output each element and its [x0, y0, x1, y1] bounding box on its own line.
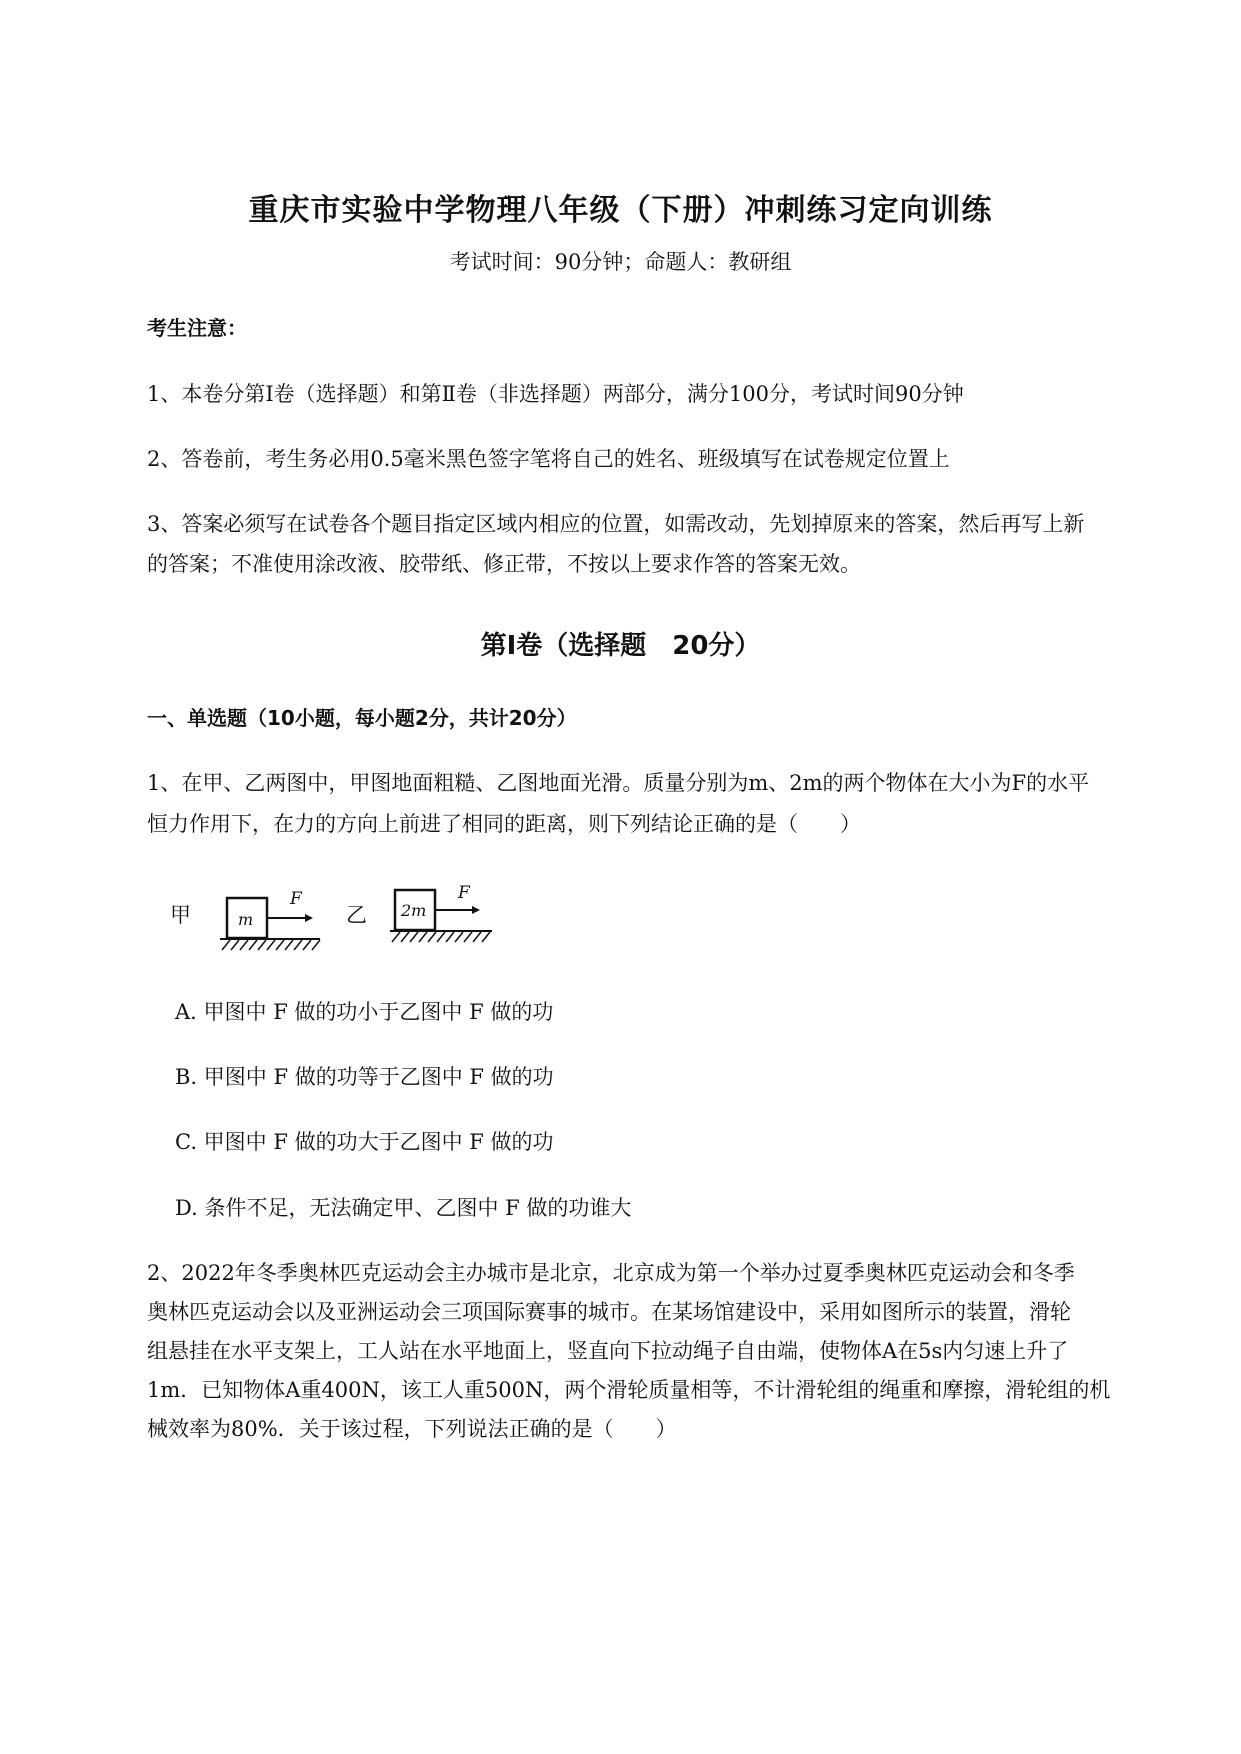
force-label-a: F [290, 889, 302, 909]
notice-item: 的答案；不准使用涂改液、胶带纸、修正带，不按以上要求作答的答案无效。 [147, 552, 861, 576]
question-2-line: 械效率为80%．关于该过程，下列说法正确的是（ ） [147, 1417, 677, 1441]
question-2-line: 奥林匹克运动会以及亚洲运动会三项国际赛事的城市。在某场馆建设中，采用如图所示的装置，滑轮 [147, 1300, 1071, 1324]
force-label-b: F [458, 883, 470, 903]
force-arrowhead-b [472, 906, 480, 914]
question-1-line: 恒力作用下，在力的方向上前进了相同的距离，则下列结论正确的是（ ） [147, 812, 861, 836]
force-figure [170, 880, 510, 960]
question-1-option-d: D. 条件不足，无法确定甲、乙图中 F 做的功谁大 [175, 1196, 632, 1220]
question-1-option-a: A. 甲图中 F 做的功小于乙图中 F 做的功 [175, 1000, 554, 1024]
ground-hatch-a [222, 940, 320, 950]
notice-item: 1、本卷分第Ⅰ卷（选择题）和第Ⅱ卷（非选择题）两部分，满分100分，考试时间90分钟 [147, 382, 964, 406]
notice-item: 2、答卷前，考生务必用0.5毫米黑色签字笔将自己的姓名、班级填写在试卷规定位置上 [147, 447, 950, 471]
block-2m-label: 2m [401, 901, 427, 920]
question-2-line: 2、2022年冬季奥林匹克运动会主办城市是北京，北京成为第一个举办过夏季奥林匹克运动会和冬季 [147, 1261, 1075, 1285]
part-heading: 一、单选题（10小题，每小题2分，共计20分） [147, 706, 577, 730]
figure-label-b: 乙 [346, 903, 367, 927]
question-2-line: 1m．已知物体A重400N，该工人重500N，两个滑轮质量相等，不计滑轮组的绳重和摩擦，滑轮组的机 [147, 1378, 1111, 1402]
force-arrowhead-a [305, 914, 313, 922]
block-m-label: m [238, 910, 254, 929]
notice-item: 3、答案必须写在试卷各个题目指定区域内相应的位置，如需改动，先划掉原来的答案，然后再写上新 [147, 512, 1085, 536]
ground-hatch-b [392, 932, 490, 942]
question-1-option-b: B. 甲图中 F 做的功等于乙图中 F 做的功 [175, 1065, 554, 1089]
page-title: 重庆市实验中学物理八年级（下册）冲刺练习定向训练 [248, 193, 993, 228]
exam-info: 考试时间：90分钟；命题人：教研组 [449, 250, 792, 274]
section-title: 第Ⅰ卷（选择题 20分） [480, 631, 761, 661]
question-2-line: 组悬挂在水平支架上，工人站在水平地面上，竖直向下拉动绳子自由端，使物体A在5s内匀速上升了 [147, 1339, 1069, 1363]
question-1-option-c: C. 甲图中 F 做的功大于乙图中 F 做的功 [175, 1130, 554, 1154]
figure-label-a: 甲 [170, 903, 191, 927]
notice-heading: 考生注意： [147, 316, 247, 340]
question-1-line: 1、在甲、乙两图中，甲图地面粗糙、乙图地面光滑。质量分别为m、2m的两个物体在大小为F的水平 [147, 771, 1090, 795]
